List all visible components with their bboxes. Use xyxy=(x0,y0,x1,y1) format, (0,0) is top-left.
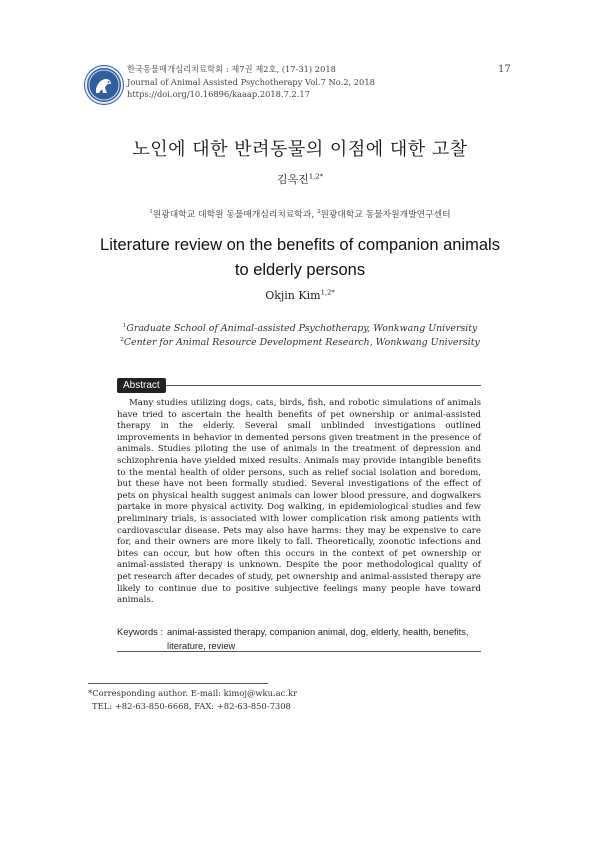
abstract-text: Many studies utilizing dogs, cats, birds, fish, and robotic simulations of animals have tried to ascertain the health benefits of pet ownership or animal-assisted therapy in the elderly. Several small unblinded investigations outlined improvements in behavior in demented persons given treatment in the presence of animals. Studies piloting the use of animals in the treatment of depression and schizophrenia have yielded mixed results. Animals may provide intangible benefits to the mental health of older persons, such as relief social isolation and boredom, but these have not been formally studied. Several investigations of the effect of pets on physical health suggest animals can lower blood pressure, and dogwalkers partake in more physical activity. Dog walking, in epidemiological studies and few preliminary trials, is associated with lower complication risk among patients with cardiovascular disease. Pets may also have harms: they may be expensive to care for, and their owners are more likely to fall. Theoretically, zoonotic infections and bites can occur, but how often this occurs in the context of pet ownership or animal-assisted therapy is unknown. Despite the poor methodological quality of pet research after decades of study, pet ownership and animal-assisted therapy are likely to continue due to positive subjective feelings many people have toward animals. xyxy=(117,398,481,606)
affiliation-en-1: $^1$Graduate School of Animal-assisted Psychotherapy, Wonkwang University xyxy=(122,322,478,334)
journal-header xyxy=(127,63,375,101)
affil-ko-sup2: 2 xyxy=(316,209,321,216)
footnote-phone: TEL: +82-63-850-6668, FAX: +82-63-850-7308 xyxy=(92,700,291,711)
author-name-en: Okjin Kim xyxy=(265,289,321,302)
doi-link[interactable]: https://doi.org/10.16896/kaaap.2018.7.2.17 xyxy=(127,89,310,99)
author-sup-en: 1,2* xyxy=(320,288,335,297)
author-english xyxy=(0,289,600,302)
affil-ko-text1: 원광대학교 대학원 동물매개심리치료학과, xyxy=(152,210,317,220)
corresponding-author-footnote xyxy=(88,687,297,712)
affiliation-en-2: $^2$Center for Animal Resource Development Research, Wonkwang University xyxy=(120,336,480,348)
journal-name-en: Journal of Animal Assisted Psychotherapy Vol.7 No.2, 2018 xyxy=(127,76,375,87)
title-korean: 노인에 대한 반려동물의 이점에 대한 고찰 xyxy=(132,139,468,160)
author-korean xyxy=(0,171,600,187)
journal-name-ko: 한국동물매개심리치료학회 : 제7권 제2호, (17-31) 2018 xyxy=(127,64,336,74)
affiliations-english xyxy=(0,322,600,350)
keywords-text: animal-assisted therapy, companion animal, dog, elderly, health, benefits, literature, review xyxy=(167,627,469,651)
footnote-rule xyxy=(88,683,268,684)
keywords-label: Keywords : xyxy=(117,627,163,637)
affil-ko-sup1: 1 xyxy=(149,209,153,216)
affil-ko-text2: 원광대학교 동물자원개발연구센터 xyxy=(320,210,451,220)
author-name-ko: 김옥진 xyxy=(276,173,309,186)
title-english: Literature review on the benefits of companion animals to elderly persons xyxy=(100,236,500,279)
footnote-email: *Corresponding author. E-mail: kimoj@wku.ac.kr xyxy=(88,688,298,698)
keywords-bottom-rule xyxy=(117,651,481,652)
society-seal-logo xyxy=(85,66,123,104)
page-number: 17 xyxy=(498,64,511,75)
author-sup-ko: 1,2* xyxy=(308,172,324,181)
abstract-label: Abstract xyxy=(117,378,166,393)
abstract-top-rule xyxy=(117,385,481,386)
affiliation-korean xyxy=(0,207,600,220)
keywords xyxy=(117,626,481,653)
